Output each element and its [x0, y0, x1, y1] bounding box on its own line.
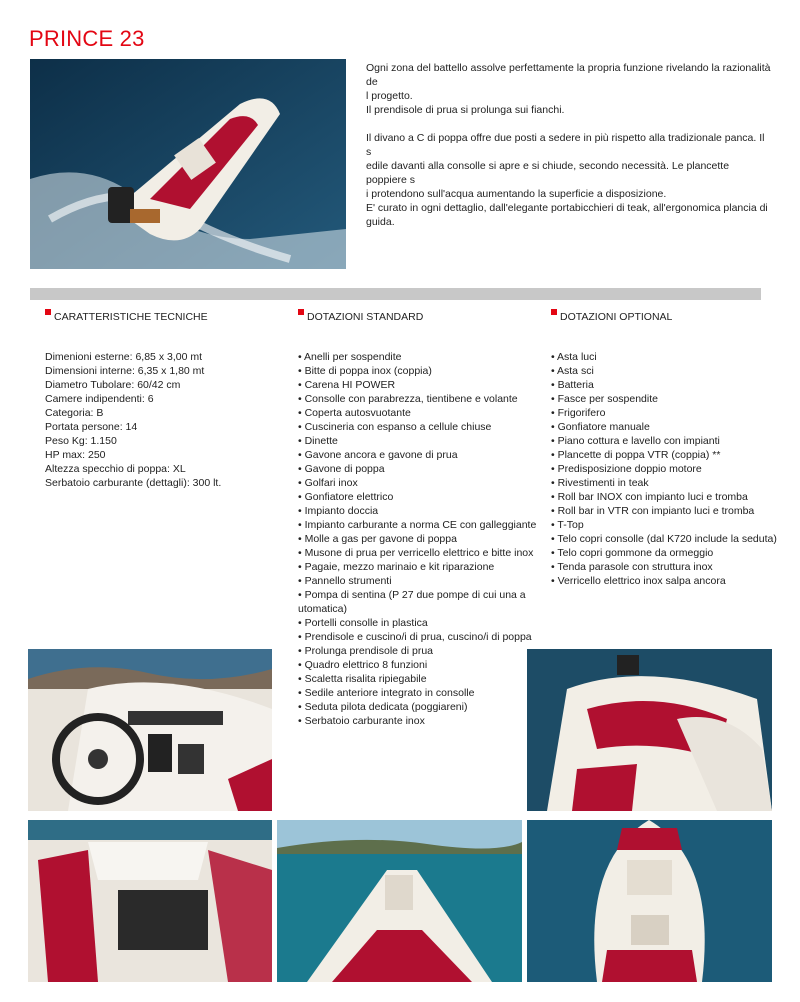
- list-item: • Fasce per sospendite: [551, 393, 658, 405]
- list-item: Portata persone: 14: [45, 421, 138, 433]
- list-item: • Seduta pilota dedicata (poggiareni): [298, 701, 468, 713]
- list-item: • Roll bar in VTR con impianto luci e tromba: [551, 505, 755, 517]
- list-item: • Carena HI POWER: [298, 379, 396, 391]
- section-divider: [30, 288, 761, 300]
- optional-list: [551, 350, 786, 588]
- list-item: • Musone di prua per verricello elettrico e bitte inox: [298, 547, 534, 559]
- list-item: • Anelli per sospendite: [298, 351, 402, 363]
- list-item: • Scaletta risalita ripiegabile: [298, 673, 427, 685]
- list-item: Dimensioni interne: 6,35 x 1,80 mt: [45, 365, 205, 377]
- list-item: • Piano cottura e lavello con impianti: [551, 435, 720, 447]
- list-item: • Prolunga prendisole di prua: [298, 645, 434, 657]
- stern-seating-photo: [527, 649, 772, 811]
- list-item: • Plancette di poppa VTR (coppia) **: [551, 449, 721, 461]
- list-item: HP max: 250: [45, 449, 106, 461]
- list-item: Dimenioni esterne: 6,85 x 3,00 mt: [45, 351, 202, 363]
- list-item: • Impianto carburante a norma CE con galleggiante: [298, 519, 537, 531]
- list-item: • Gonfiatore elettrico: [298, 491, 394, 503]
- list-item: • Dinette: [298, 435, 338, 447]
- page-title: PRINCE 23: [29, 26, 145, 51]
- list-item: • Gavone ancora e gavone di prua: [298, 449, 458, 461]
- top-view-photo: [527, 820, 772, 982]
- list-item: Camere indipendenti: 6: [45, 393, 154, 405]
- list-item: • Pompa di sentina (P 27 due pompe di cui una a: [298, 589, 526, 601]
- intro-text: [366, 61, 771, 229]
- list-item: • Tenda parasole con struttura inox: [551, 561, 713, 573]
- list-item: • Portelli consolle in plastica: [298, 617, 428, 629]
- list-item: • Telo copri consolle (dal K720 include la seduta): [551, 533, 777, 545]
- list-item: • Impianto doccia: [298, 505, 379, 517]
- bullet-square-icon: [45, 309, 51, 315]
- list-item: • Predisposizione doppio motore: [551, 463, 702, 475]
- list-item: • Pannello strumenti: [298, 575, 392, 587]
- list-item: Categoria: B: [45, 407, 104, 419]
- standard-list: [298, 350, 538, 728]
- list-item: • Batteria: [551, 379, 594, 391]
- bullet-square-icon: [551, 309, 557, 315]
- console-photo: [28, 649, 272, 811]
- list-item: • Rivestimenti in teak: [551, 477, 649, 489]
- optional-heading-label: DOTAZIONI OPTIONAL: [560, 311, 673, 323]
- intro-paragraph-2: Il divano a C di poppa offre due posti a sedere in più rispetto alla tradizionale panca. Il s edile davanti alla consolle si apre e si chiude, secondo necessità. Le plancette poppiere s i protendono sull'acqua aumentando la superficie a disposizione. E' curato in ogni dettaglio, dall'elegante portabicchieri di teak, all'ergonomica plancia di guida.: [366, 132, 768, 228]
- list-item: Altezza specchio di poppa: XL: [45, 463, 186, 475]
- standard-heading: [298, 309, 423, 323]
- list-item: utomatica): [298, 603, 348, 615]
- list-item: • Frigorifero: [551, 407, 606, 419]
- interior-seating-photo: [28, 820, 272, 982]
- list-item: • Gonfiatore manuale: [551, 421, 650, 433]
- intro-paragraph-1: Ogni zona del battello assolve perfettamente la propria funzione rivelando la razionalità de l progetto. Il prendisole di prua si prolunga sui fianchi.: [366, 62, 771, 116]
- list-item: • Coperta autosvuotante: [298, 407, 411, 419]
- bullet-square-icon: [298, 309, 304, 315]
- list-item: • Verricello elettrico inox salpa ancora: [551, 575, 726, 587]
- list-item: Peso Kg: 1.150: [45, 435, 117, 447]
- list-item: Serbatoio carburante (dettagli): 300 lt.: [45, 477, 222, 489]
- list-item: • Quadro elettrico 8 funzioni: [298, 659, 428, 671]
- tech-heading-label: CARATTERISTICHE TECNICHE: [54, 311, 208, 323]
- list-item: • Golfari inox: [298, 477, 358, 489]
- list-item: • Prendisole e cuscino/i di prua, cuscino/i di poppa: [298, 631, 532, 643]
- hero-boat-photo: [30, 59, 346, 269]
- tech-list: [45, 350, 285, 490]
- tech-heading: [45, 309, 208, 323]
- list-item: • T-Top: [551, 519, 584, 531]
- list-item: • Asta sci: [551, 365, 594, 377]
- list-item: • Telo copri gommone da ormeggio: [551, 547, 714, 559]
- list-item: • Sedile anteriore integrato in consolle: [298, 687, 475, 699]
- list-item: • Serbatoio carburante inox: [298, 715, 425, 727]
- list-item: • Asta luci: [551, 351, 597, 363]
- list-item: • Cuscineria con espanso a cellule chiuse: [298, 421, 492, 433]
- list-item: • Roll bar INOX con impianto luci e tromba: [551, 491, 748, 503]
- list-item: • Molle a gas per gavone di poppa: [298, 533, 457, 545]
- standard-heading-label: DOTAZIONI STANDARD: [307, 311, 424, 323]
- bow-view-photo: [277, 820, 522, 982]
- list-item: Diametro Tubolare: 60/42 cm: [45, 379, 181, 391]
- list-item: • Consolle con parabrezza, tientibene e volante: [298, 393, 518, 405]
- list-item: • Bitte di poppa inox (coppia): [298, 365, 432, 377]
- optional-heading: [551, 309, 672, 323]
- list-item: • Pagaie, mezzo marinaio e kit riparazione: [298, 561, 495, 573]
- list-item: • Gavone di poppa: [298, 463, 385, 475]
